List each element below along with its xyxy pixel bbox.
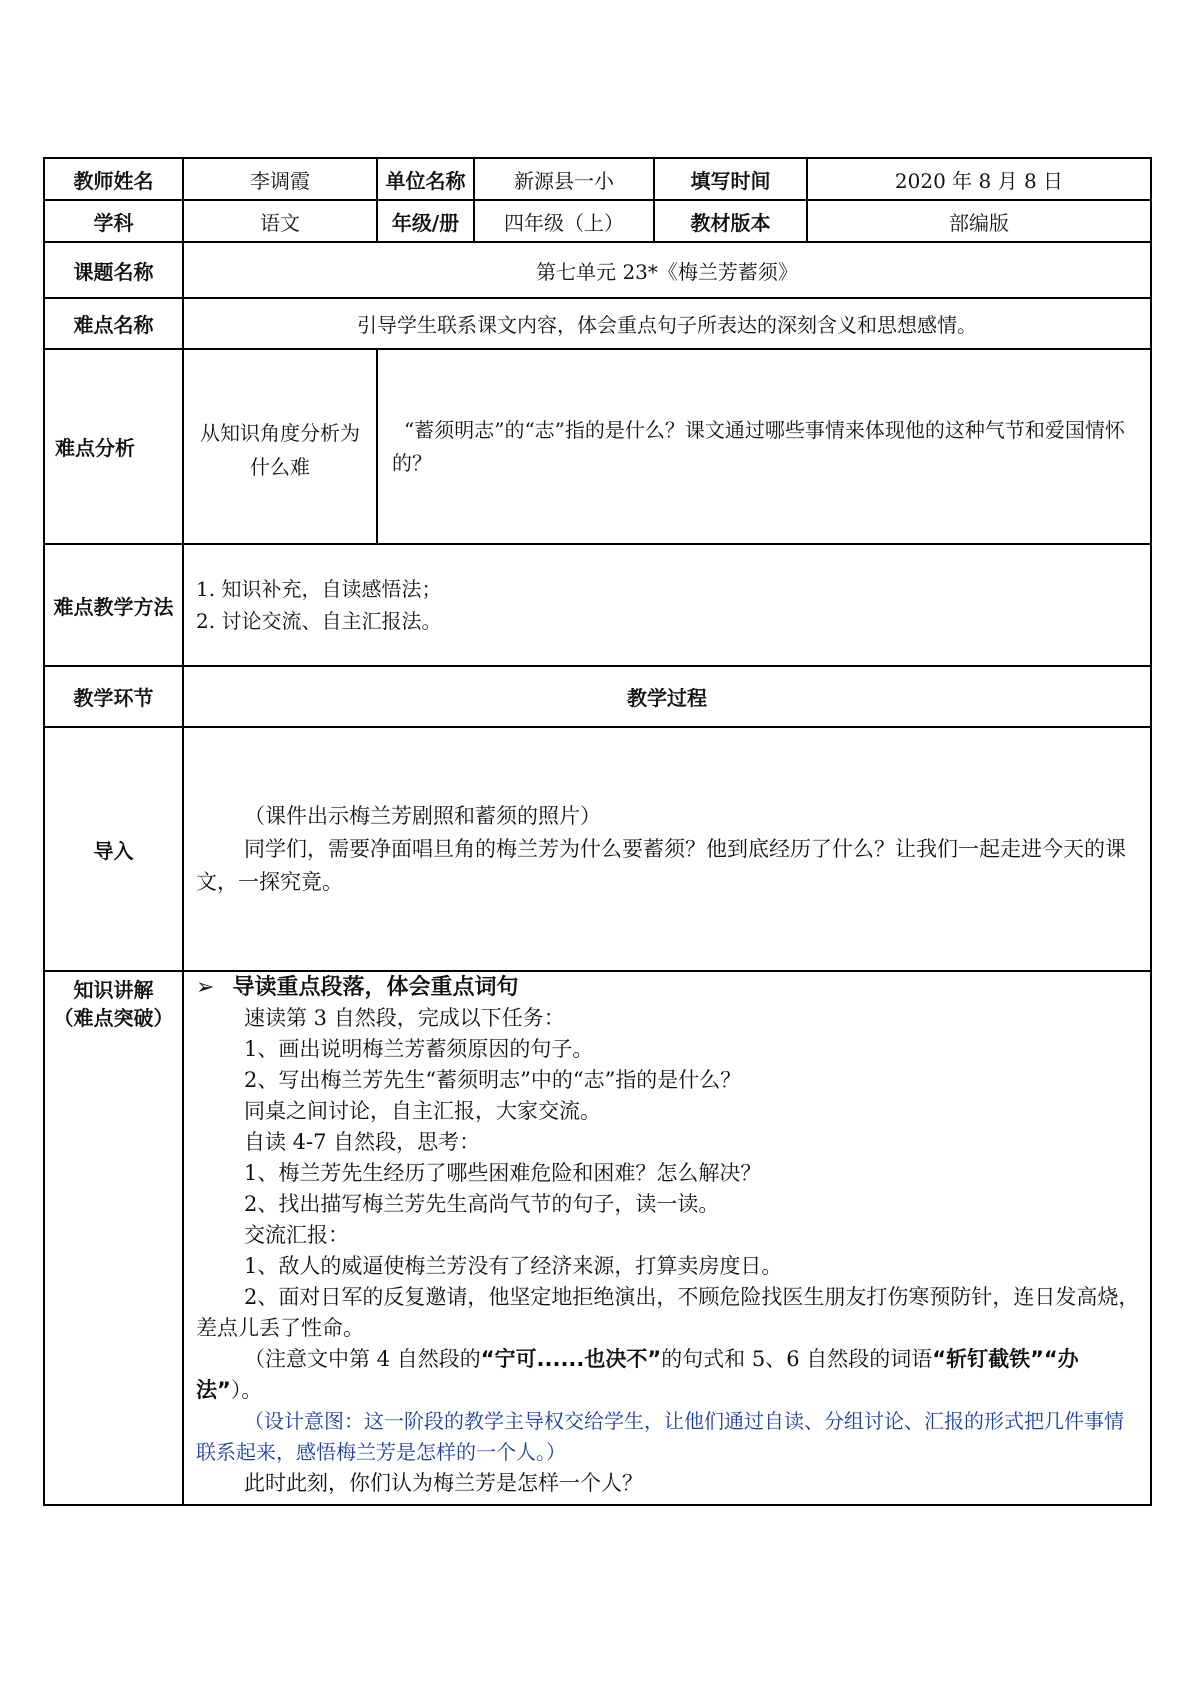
method-item: 2. 讨论交流、自主汇报法。	[196, 609, 442, 633]
knowledge-line: 交流汇报：	[244, 1223, 349, 1247]
knowledge-note	[196, 1344, 1140, 1406]
knowledge-line: 自读 4-7 自然段，思考：	[244, 1130, 481, 1154]
knowledge-line: 2、找出描写梅兰芳先生高尚气节的句子，读一读。	[244, 1192, 720, 1216]
methods-cell	[183, 544, 1151, 666]
knowledge-heading: 导读重点段落，体会重点词句	[232, 975, 519, 1000]
knowledge-label-cell	[44, 971, 183, 1505]
knowledge-line-long: 2、面对日军的反复邀请，他坚定地拒绝演出，不顾危险找医生朋友打伤寒预防针，连日发高烧，差点儿丢了性命。	[196, 1285, 1140, 1340]
note-text: （注意文中第 4 自然段的	[244, 1347, 481, 1371]
topic-label: 课题名称	[44, 242, 183, 298]
teacher-name-label: 教师姓名	[44, 158, 183, 200]
knowledge-line: 1、敌人的威逼使梅兰芳没有了经济来源，打算卖房度日。	[244, 1254, 783, 1278]
edition-value: 部编版	[807, 200, 1151, 242]
process-label: 教学过程	[183, 666, 1151, 727]
difficulty-label: 难点名称	[44, 298, 183, 349]
knowledge-line: 1、画出说明梅兰芳蓄须原因的句子。	[244, 1037, 594, 1061]
knowledge-row	[44, 971, 1151, 1505]
analysis-sub-label: 从知识角度分析为什么难	[200, 421, 360, 479]
topic-value: 第七单元 23*《梅兰芳蓄须》	[183, 242, 1151, 298]
knowledge-heading-row	[196, 972, 1140, 1003]
note-emphasis: “斩钉截铁”“办法”	[196, 1347, 1079, 1402]
difficulty-value: 引导学生联系课文内容，体会重点句子所表达的深刻含义和思想感情。	[183, 298, 1151, 349]
knowledge-label-sub: （难点突破）	[53, 1006, 174, 1030]
lesson-plan-table	[43, 157, 1152, 1506]
knowledge-line: 1、梅兰芳先生经历了哪些困难危险和困难？怎么解决？	[244, 1161, 762, 1185]
methods-label: 难点教学方法	[44, 544, 183, 666]
info-row-2	[44, 200, 1151, 242]
note-text: ）。	[230, 1378, 263, 1402]
process-header-row	[44, 666, 1151, 727]
topic-row	[44, 242, 1151, 298]
grade-label: 年级/册	[377, 200, 474, 242]
methods-row	[44, 544, 1151, 666]
analysis-label: 难点分析	[44, 349, 183, 544]
intro-label: 导入	[44, 727, 183, 971]
knowledge-last-line: 此时此刻，你们认为梅兰芳是怎样一个人？	[244, 1471, 643, 1495]
subject-label: 学科	[44, 200, 183, 242]
edition-label: 教材版本	[654, 200, 807, 242]
fill-date-label: 填写时间	[654, 158, 807, 200]
lesson-plan-form	[43, 157, 1150, 1506]
knowledge-label: 知识讲解	[73, 978, 154, 1002]
analysis-row	[44, 349, 1151, 544]
analysis-sub-cell	[183, 349, 377, 544]
analysis-content-cell	[377, 349, 1151, 544]
knowledge-line: 2、写出梅兰芳先生“蓄须明志”中的“志”指的是什么？	[244, 1068, 742, 1092]
intro-cell	[183, 727, 1151, 971]
intro-row	[44, 727, 1151, 971]
note-text: 的句式和 5、6 自然段的词语	[661, 1347, 933, 1371]
info-row-1	[44, 158, 1151, 200]
difficulty-row	[44, 298, 1151, 349]
note-emphasis: “宁可......也决不”	[480, 1347, 662, 1371]
intro-line: 同学们，需要净面唱旦角的梅兰芳为什么要蓄须？他到底经历了什么？让我们一起走进今天的课文，一探究竟。	[196, 836, 1126, 894]
unit-name-label: 单位名称	[377, 158, 474, 200]
intro-line: （课件出示梅兰芳剧照和蓄须的照片）	[244, 803, 601, 828]
knowledge-line: 同桌之间讨论，自主汇报，大家交流。	[244, 1099, 601, 1123]
teacher-name-value: 李调霞	[183, 158, 377, 200]
process-stage-label: 教学环节	[44, 666, 183, 727]
knowledge-cell	[183, 971, 1151, 1505]
analysis-content: “蓄须明志”的“志”指的是什么？课文通过哪些事情来体现他的这种气节和爱国情怀的？	[392, 417, 1125, 475]
knowledge-line: 速读第 3 自然段，完成以下任务：	[244, 1006, 565, 1030]
arrow-bullet-icon: ➢	[196, 975, 215, 1000]
subject-value: 语文	[183, 200, 377, 242]
method-item: 1. 知识补充，自读感悟法；	[196, 577, 442, 601]
unit-name-value: 新源县一小	[474, 158, 654, 200]
fill-date-value: 2020 年 8 月 8 日	[807, 158, 1151, 200]
grade-value: 四年级（上）	[474, 200, 654, 242]
design-intent-note: （设计意图：这一阶段的教学主导权交给学生，让他们通过自读、分组讨论、汇报的形式把几件事情联系起来，感悟梅兰芳是怎样的一个人。）	[196, 1409, 1124, 1464]
